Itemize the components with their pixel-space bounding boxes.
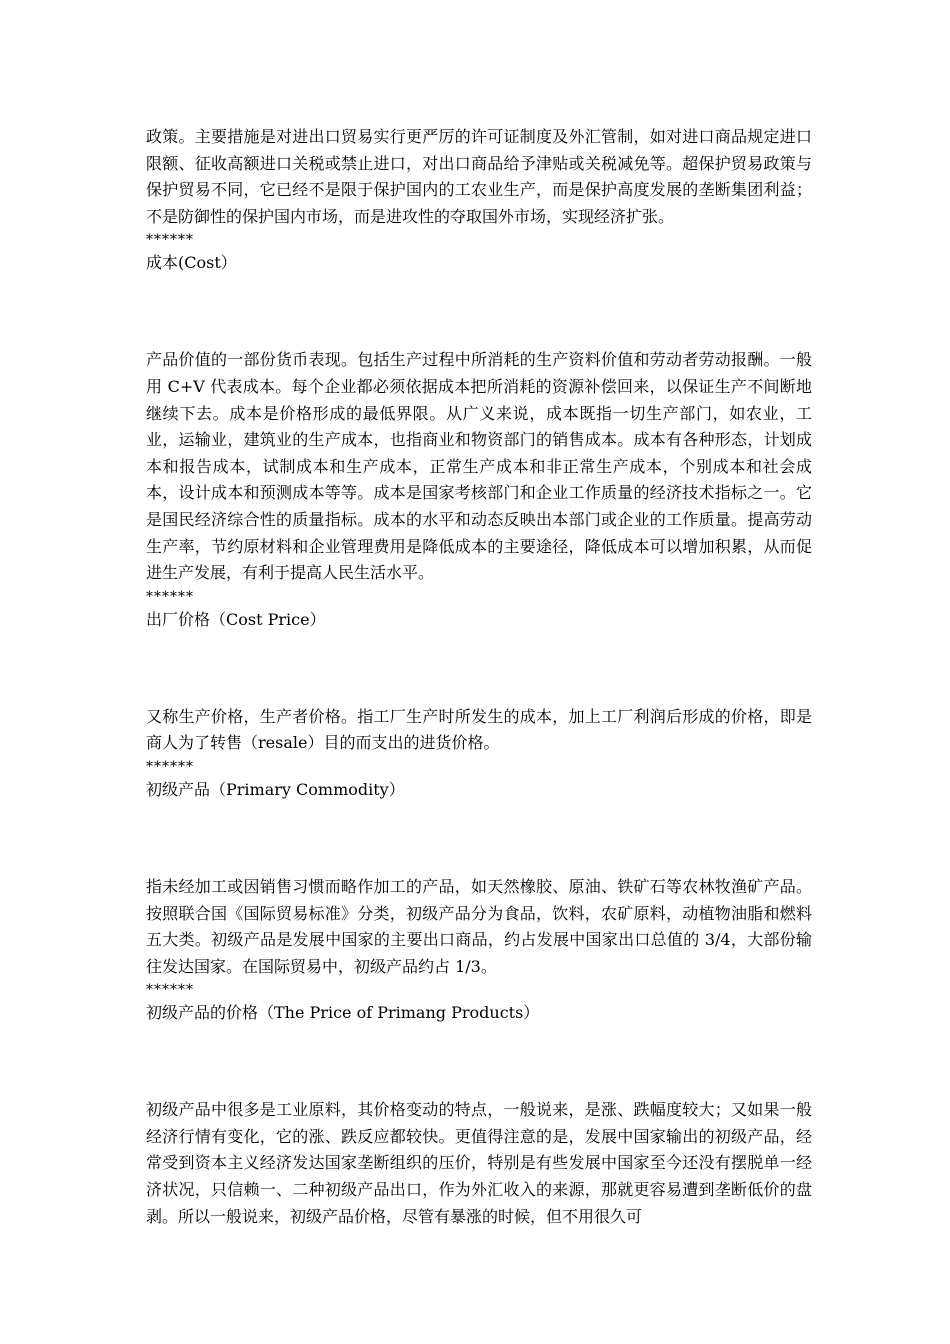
separator: ****** bbox=[146, 982, 194, 999]
spacer bbox=[146, 1026, 812, 1097]
document-page bbox=[146, 124, 812, 1230]
heading-primary-products-price: 初级产品的价格（The Price of Primang Products） bbox=[146, 1003, 540, 1023]
spacer bbox=[146, 803, 812, 874]
heading-cost: 成本(Cost） bbox=[146, 253, 237, 273]
paragraph-primary-commodity: 指未经加工或因销售习惯而略作加工的产品，如天然橡胶、原油、铁矿石等农林牧渔矿产品。按照联合国《国际贸易标准》分类，初级产品分为食品，饮料，农矿原料，动植物油脂和燃料五大类。初级产品是发展中国家的主要出口商品，约占发展中国家出口总值的 3/4，大部份输往发达国家。在国际贸易中，初级产品约占 1/3。 bbox=[146, 876, 812, 976]
separator: ****** bbox=[146, 758, 194, 775]
paragraph-primary-products-price: 初级产品中很多是工业原料，其价格变动的特点，一般说来，是涨、跌幅度较大；又如果一般经济行情有变化，它的涨、跌反应都较快。更值得注意的是，发展中国家输出的初级产品，经常受到资本主义经济发达国家垄断组织的压价，特别是有些发展中国家至今还没有摆脱单一经济状况，只信赖一、二种初级产品出口，作为外汇收入的来源，那就更容易遭到垄断低价的盘剥。所以一般说来，初级产品价格，尽管有暴涨的时候，但不用很久可 bbox=[146, 1100, 812, 1226]
paragraph-cost: 产品价值的一部份货币表现。包括生产过程中所消耗的生产资料价值和劳动者劳动报酬。一般用 C+V 代表成本。每个企业都必须依据成本把所消耗的资源补偿回来，以保证生产不间断地继续下去。成本是价格形成的最低界限。从广义来说，成本既指一切生产部门，如农业，工业，运输业，建筑业的生产成本，也指商业和物资部门的销售成本。成本有各种形态，计划成本和报告成本，试制成本和生产成本，正常生产成本和非正常生产成本，个别成本和社会成本，设计成本和预测成本等等。成本是国家考核部门和企业工作质量的经济技术指标之一。它是国民经济综合性的质量指标。成本的水平和动态反映出本部门或企业的工作质量。提高劳动生产率，节约原材料和企业管理费用是降低成本的主要途径，降低成本可以增加积累，从而促进生产发展，有利于提高人民生活水平。 bbox=[146, 350, 812, 583]
heading-primary-commodity: 初级产品（Primary Commodity） bbox=[146, 779, 405, 799]
separator: ****** bbox=[146, 232, 194, 249]
paragraph-cost-price: 又称生产价格，生产者价格。指工厂生产时所发生的成本，加上工厂利润后形成的价格，即是商人为了转售（resale）目的而支出的进货价格。 bbox=[146, 706, 812, 753]
separator: ****** bbox=[146, 588, 194, 605]
spacer bbox=[146, 633, 812, 704]
spacer bbox=[146, 276, 812, 347]
heading-cost-price: 出厂价格（Cost Price） bbox=[146, 609, 326, 629]
paragraph-protection-policy: 政策。主要措施是对进出口贸易实行更严厉的许可证制度及外汇管制，如对进口商品规定进口限额、征收高额进口关税或禁止进口，对出口商品给予津贴或关税减免等。超保护贸易政策与保护贸易不同，它已经不是限于保护国内的工农业生产，而是保护高度发展的垄断集团利益；不是防御性的保护国内市场，而是进攻性的夺取国外市场，实现经济扩张。 bbox=[146, 127, 812, 226]
